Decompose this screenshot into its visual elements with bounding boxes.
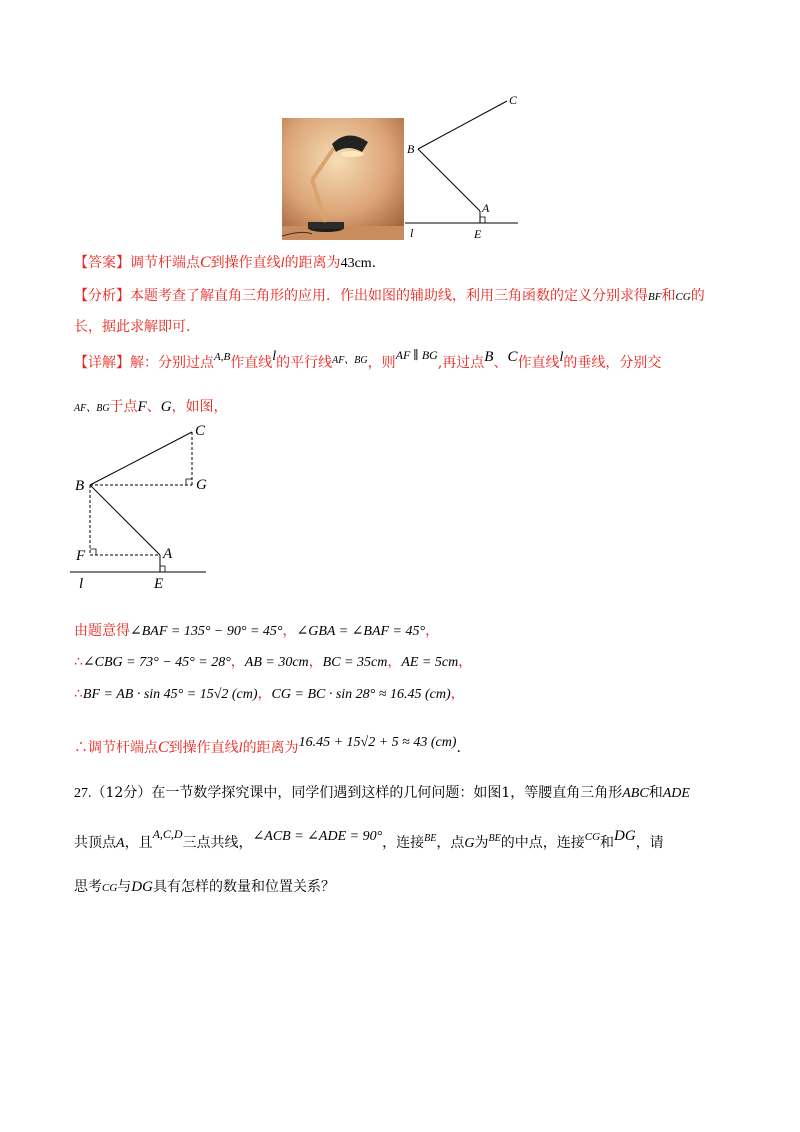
fig1-label-A: A — [482, 201, 490, 215]
step-line-1: 由题意得∠BAF = 135° − 90° = 45°，∠GBA = ∠BAF = 45°， — [74, 623, 440, 639]
figure-2-diagram — [70, 418, 215, 590]
fig1-label-C: C — [509, 93, 518, 107]
fig1-label-E: E — [474, 227, 482, 241]
q27-line-3: 思考CG与DG具有怎样的数量和位置关系？ — [74, 879, 335, 895]
fig2-label-A: A — [163, 546, 173, 562]
q27-line-1: 27.（12分）在一节数学探究课中，同学们遇到这样的几何问题：如图1，等腰直角三角形ABC和ADE — [74, 785, 690, 801]
fig2-label-F: F — [76, 548, 86, 564]
analysis-tag: 【分析】 — [74, 288, 130, 304]
detail-line-2: AF、BG于点F、G，如图， — [74, 399, 228, 415]
figure-1-diagram — [400, 90, 530, 245]
fig1-label-l: l — [410, 226, 414, 240]
analysis-line-2: 长，据此求解即可. — [74, 319, 191, 335]
step-line-2: ∴∠CBG = 73° − 45° = 28°，AB = 30cm，BC = 35cm，AE = 5cm， — [74, 654, 473, 670]
answer-value: 43cm — [340, 256, 372, 271]
fig2-label-G: G — [196, 477, 207, 493]
answer-tag: 【答案】 — [74, 255, 130, 271]
answer-line: 【答案】调节杆端点C到操作直线l的距离为43cm. — [74, 254, 377, 271]
fig2-label-E: E — [154, 576, 164, 590]
step-line-3: ∴BF = AB · sin 45° = 15√2 (cm)，CG = BC · sin 28° ≈ 16.45 (cm)， — [74, 686, 465, 702]
analysis-line-1: 【分析】本题考查了解直角三角形的应用．作出如图的辅助线，利用三角函数的定义分别求得BF和CG的 — [74, 288, 705, 304]
step-line-4: ∴调节杆端点C到操作直线l的距离为16.45 + 15√2 + 5 ≈ 43 (cm). — [74, 735, 461, 756]
fig2-label-C: C — [195, 423, 206, 439]
detail-line-1: 【详解】解：分别过点$^{A,B}$作直线l的平行线$^{AF、BG}$，则AF ∥ BG,再过点B、C作直线l的垂线，分别交 — [74, 348, 662, 371]
q27-line-2: 共顶点A，且A,C,D三点共线，∠ACB = ∠ADE = 90°，连接$^{BE}$，点G为$^{BE}$的中点，连接$^{CG}$和DG，请 — [74, 827, 664, 851]
lamp-photo — [282, 118, 404, 240]
detail-tag: 【详解】 — [74, 355, 130, 371]
fig2-label-l: l — [79, 576, 84, 590]
fig1-label-B: B — [407, 142, 415, 156]
q27-number: 27. — [74, 786, 92, 801]
fig2-label-B: B — [75, 478, 85, 494]
